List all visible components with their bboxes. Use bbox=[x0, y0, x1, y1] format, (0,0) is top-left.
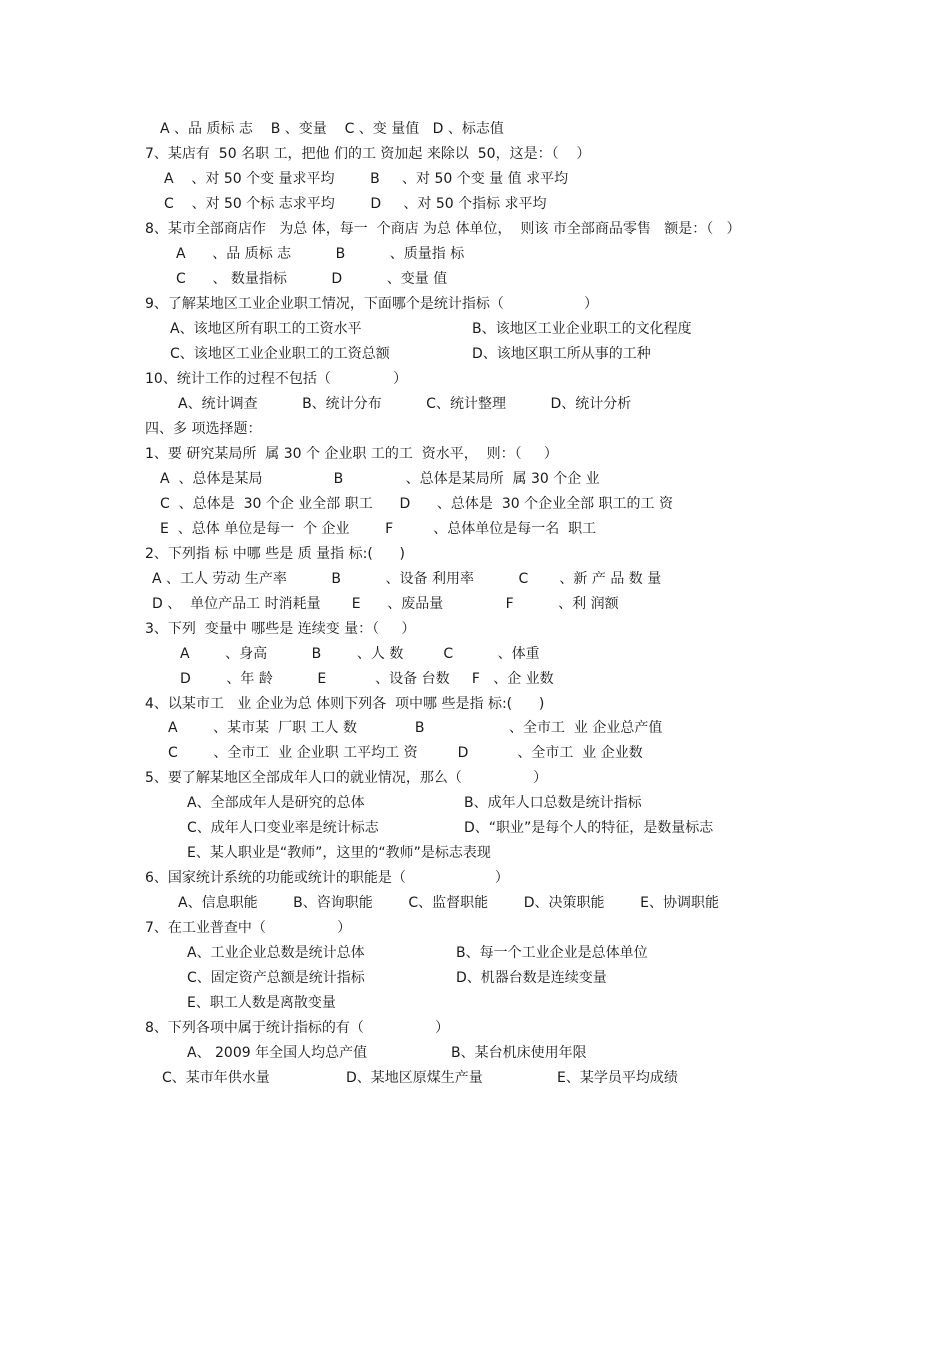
m7-option-d: D、机器台数是连续变量 bbox=[456, 970, 607, 986]
m4-options-cd: C 、全市工 业 企业职 工平均工 资 D 、全市工 业 企业数 bbox=[168, 745, 643, 761]
m4-question: 4、以某市工 业 企业为总 体则下列各 项中哪 些是指 标:( ) bbox=[145, 696, 545, 712]
m7-option-b: B、每一个工业企业是总体单位 bbox=[456, 945, 648, 961]
m8-option-d: D、某地区原煤生产量 bbox=[346, 1070, 483, 1086]
q8-options-ab: A 、品 质标 志 B 、质量指 标 bbox=[176, 246, 465, 262]
m5-option-a: A、全部成年人是研究的总体 bbox=[187, 795, 365, 811]
m3-options-def: D 、年 龄 E 、设备 台数 F 、企 业数 bbox=[180, 671, 554, 687]
m8-option-a: A、 2009 年全国人均总产值 bbox=[187, 1045, 368, 1061]
m2-question: 2、下列指 标 中哪 些是 质 量指 标:( ) bbox=[145, 546, 405, 562]
m5-option-d: D、“职业”是每个人的特征，是数量标志 bbox=[464, 820, 714, 836]
m6-question: 6、国家统计系统的功能或统计的职能是（ ） bbox=[145, 870, 509, 886]
m7-option-c: C、固定资产总额是统计指标 bbox=[187, 970, 365, 986]
m1-options-cd: C 、总体是 30 个企 业全部 职工 D 、总体是 30 个企业全部 职工的工 资 bbox=[160, 496, 673, 512]
q10-question: 10、统计工作的过程不包括（ ） bbox=[145, 371, 408, 387]
m8-option-c: C、某市年供水量 bbox=[162, 1070, 270, 1086]
m7-option-a: A、工业企业总数是统计总体 bbox=[187, 945, 365, 961]
m1-options-ab: A 、总体是某局 B 、总体是某局所 属 30 个企 业 bbox=[160, 471, 600, 487]
m1-options-ef: E 、总体 单位是每一 个 企业 F 、总体单位是每一名 职工 bbox=[160, 521, 597, 537]
q7-options-ab: A 、对 50 个变 量求平均 B 、对 50 个变 量 值 求平均 bbox=[164, 171, 569, 187]
m6-options: A、信息职能 B、咨询职能 C、监督职能 D、决策职能 E、协调职能 bbox=[178, 895, 719, 911]
m4-options-ab: A 、某市某 厂职 工人 数 B 、全市工 业 企业总产值 bbox=[168, 720, 663, 736]
q7-question: 7、某店有 50 名职 工，把他 们的工 资加起 来除以 50，这是：（ ） bbox=[145, 146, 591, 162]
m1-question: 1、要 研究某局所 属 30 个 企业职 工的工 资水平， 则：（ ） bbox=[145, 446, 558, 462]
m3-options-abc: A 、身高 B 、人 数 C 、体重 bbox=[180, 646, 540, 662]
q9-option-b: B、该地区工业企业职工的文化程度 bbox=[472, 321, 692, 337]
m3-question: 3、下列 变量中 哪些是 连续变 量：（ ） bbox=[145, 621, 416, 637]
q7-options-cd: C 、对 50 个标 志求平均 D 、对 50 个指标 求平均 bbox=[164, 196, 547, 212]
m8-option-b: B、某台机床使用年限 bbox=[451, 1045, 587, 1061]
m7-question: 7、在工业普查中（ ） bbox=[145, 920, 352, 936]
m2-options-abc: A 、工人 劳动 生产率 B 、设备 利用率 C 、新 产 品 数 量 bbox=[152, 571, 662, 587]
m5-question: 5、要了解某地区全部成年人口的就业情况，那么（ ） bbox=[145, 770, 548, 786]
m8-question: 8、下列各项中属于统计指标的有（ ） bbox=[145, 1020, 450, 1036]
section-heading: 四、多 项选择题： bbox=[145, 421, 262, 437]
m2-options-def: D 、 单位产品工 时消耗量 E 、废品量 F 、利 润额 bbox=[152, 596, 619, 612]
q8-question: 8、某市全部商店作 为总 体，每一 个商店 为总 体单位， 则该 市全部商品零售 额是：（ ） bbox=[145, 221, 741, 237]
q8-options-cd: C 、 数量指标 D 、变量 值 bbox=[176, 271, 448, 287]
q9-option-c: C、该地区工业企业职工的工资总额 bbox=[170, 346, 390, 362]
q6-options: A 、品 质标 志 B 、变量 C 、变 量值 D 、标志值 bbox=[160, 121, 504, 137]
m8-option-e: E、某学员平均成绩 bbox=[557, 1070, 678, 1086]
m5-option-b: B、成年人口总数是统计指标 bbox=[464, 795, 642, 811]
m7-option-e: E、职工人数是离散变量 bbox=[187, 995, 336, 1011]
m5-option-e: E、某人职业是“教师”，这里的“教师”是标志表现 bbox=[187, 845, 491, 861]
m5-option-c: C、成年人口变业率是统计标志 bbox=[187, 820, 379, 836]
q9-option-d: D、该地区职工所从事的工种 bbox=[472, 346, 651, 362]
q9-question: 9、了解某地区工业企业职工情况，下面哪个是统计指标（ ） bbox=[145, 296, 599, 312]
q10-options: A、统计调查 B、统计分布 C、统计整理 D、统计分析 bbox=[178, 396, 632, 412]
q9-option-a: A、该地区所有职工的工资水平 bbox=[170, 321, 362, 337]
